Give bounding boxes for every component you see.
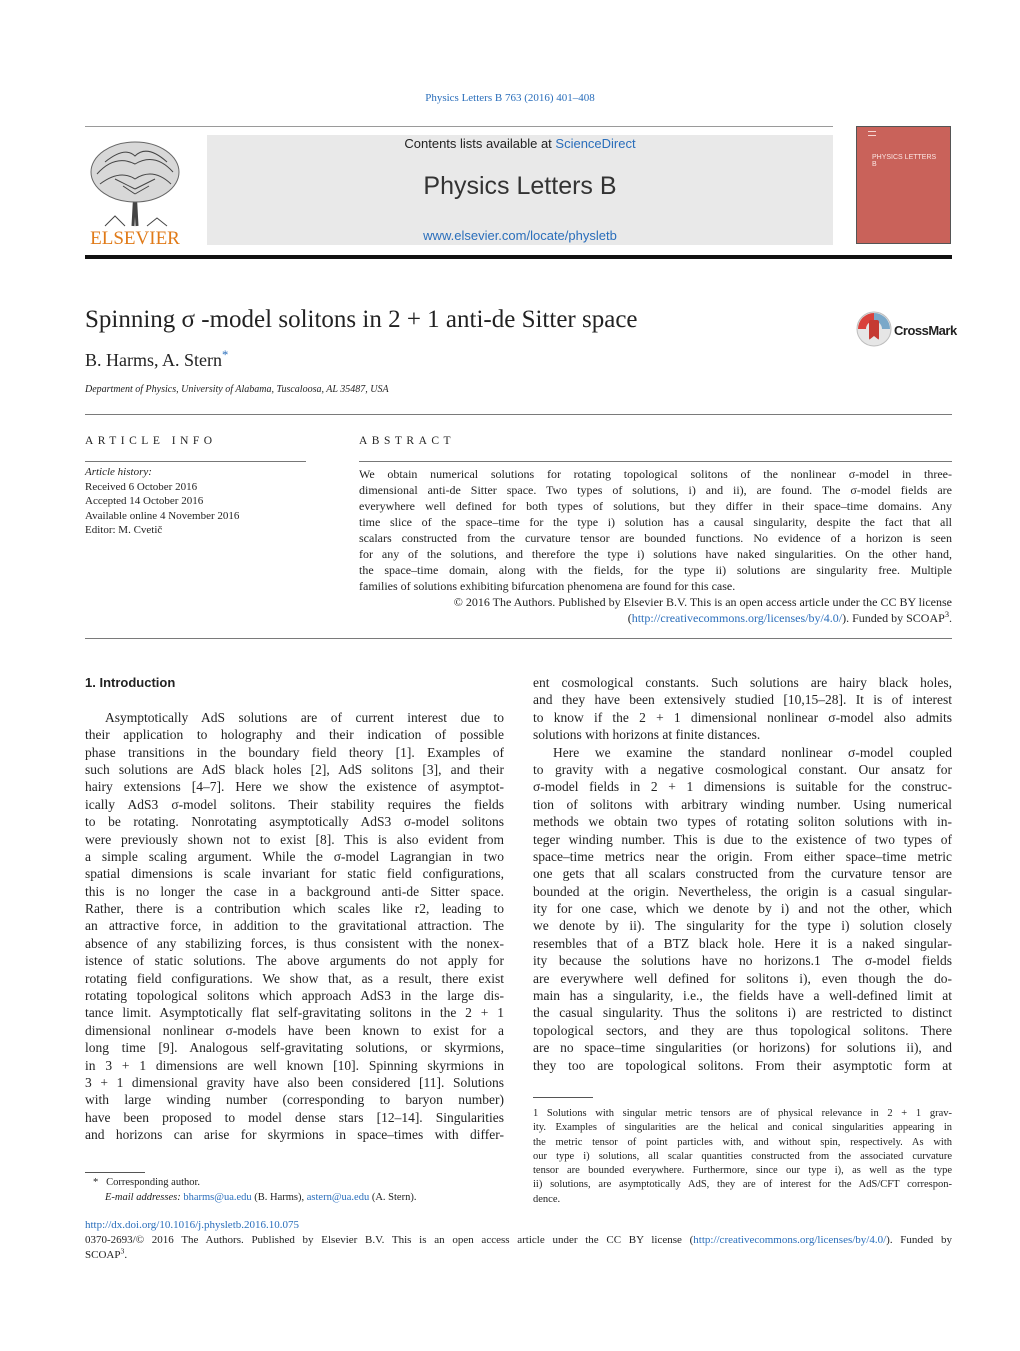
text-line: have been proposed to model dense stars [12–14]. Singularities	[85, 1109, 504, 1125]
editor: Editor: M. Cvetič	[85, 524, 163, 536]
text-line: to be rotating. Nonrotating asymptotically AdS3 σ-model solitons	[85, 814, 504, 830]
text-line: main has a singularity, i.e., the fields have a well-defined limit at	[533, 988, 952, 1004]
affiliation: Department of Physics, University of Alabama, Tuscaloosa, AL 35487, USA	[85, 384, 389, 395]
header-rule	[85, 126, 833, 127]
accepted-date: Accepted 14 October 2016	[85, 495, 204, 507]
text-line: a simple scaling argument. While the σ-model Lagrangian in two	[85, 848, 504, 864]
sciencedirect-link[interactable]: ScienceDirect	[555, 136, 636, 151]
text-line: tion of solitons with arbitrary winding number. Using numerical	[533, 796, 952, 812]
text-line: their application to holography and their indication of possible	[85, 727, 504, 743]
divider	[85, 638, 952, 639]
footnote-rule	[85, 1172, 145, 1173]
email-link-stern[interactable]: astern@ua.edu	[306, 1191, 370, 1203]
text-line: this is no longer the case in a background anti-de Sitter space.	[85, 883, 504, 899]
text-line: hairy extensions [4–7]. Here we show the existence of asymptot-	[85, 779, 504, 795]
footnote-1	[533, 1107, 952, 1207]
footnote-line: dence.	[533, 1193, 561, 1205]
elsevier-wordmark: ELSEVIER	[90, 228, 180, 249]
cover-title: PHYSICS LETTERS B	[872, 154, 937, 168]
license-line: © 2016 The Authors. Published by Elsevier B.V. This is an open access article under the CC BY license	[453, 595, 952, 609]
text-line: long time [9]. Analogous self-gravitating solutions, or skyrmions,	[85, 1040, 504, 1056]
text-line: teger winding number. This is due to the existence of two types of	[533, 831, 952, 847]
text-line: istence of static solutions. The above arguments do not apply for	[85, 953, 504, 969]
text-line: Here we examine the standard nonlinear σ-model coupled	[553, 744, 952, 760]
abstract-line: time slice of the space–time for the type i) solution has a causal singularity, despite the fact that all	[359, 515, 952, 529]
text-line: tance limit. Asymptotically flat self-gravitating solitons in the 2 + 1	[85, 1005, 504, 1021]
copyright-line: SCOAP$^3$.	[85, 1245, 128, 1261]
text-line: rotating field configurations. We show that, as a result, there exist	[85, 970, 504, 986]
abstract-line: dimensional anti-de Sitter space. Two types of solutions, i) and ii), are found. The σ-model fields are	[359, 483, 952, 497]
text-line: resembles that of a BTZ black hole. Here it is a naked singular-	[533, 935, 952, 951]
text-line: to know if the 2 + 1 dimensional nonlinear σ-model also admits	[533, 709, 952, 725]
text-line: ity for one case, which we denote by i) and not the other, which	[533, 901, 952, 917]
text-line: Asymptotically AdS solutions are of current interest due to	[105, 709, 504, 725]
text-line: Rather, there is a contribution which scales like r2, leading to	[85, 901, 504, 917]
copyright-notice	[85, 1233, 952, 1262]
text-line: an attractive force, in addition to the gravitational attraction. The	[85, 918, 504, 934]
divider	[85, 414, 952, 415]
abstract-line: scalars constructed from the curvature tensor are bounded functions. No evidence of a horizon is seen	[359, 531, 952, 545]
text-line: dimensional nonlinear σ-models have been known to exist for a	[85, 1022, 504, 1038]
cover-decor	[868, 135, 876, 136]
text-line: space–time metrics near the origin. From either space–time metric	[533, 848, 952, 864]
journal-citation[interactable]: Physics Letters B 763 (2016) 401–408	[425, 92, 595, 104]
text-line: and they have been extensively studied [10,15–28]. It is of interest	[533, 692, 952, 708]
text-line: methods we obtain two types of rotating soliton solutions with in-	[533, 814, 952, 830]
crossmark-icon[interactable]	[856, 311, 892, 347]
abstract-line: We obtain numerical solutions for rotating topological solitons of the nonlinear σ-model in three-	[359, 467, 952, 481]
cc-license-link[interactable]: http://creativecommons.org/licenses/by/4.0/	[693, 1234, 887, 1246]
copyright-line: 0370-2693/© 2016 The Authors. Published by Elsevier B.V. This is an open access article under the CC BY license (http://creativecommons.org/licenses/by/4.0/). Funded by	[85, 1234, 953, 1246]
text-line: and horizons can arise for skyrmions in space–times with differ-	[85, 1127, 504, 1143]
spacer	[85, 691, 504, 708]
email-link-harms[interactable]: bharms@ua.edu	[183, 1191, 252, 1203]
text-line: bounded at the origin. Nevertheless, the origin is a casual singular-	[533, 883, 952, 899]
article-info-heading: ARTICLE INFO	[85, 435, 217, 447]
text-line: were previously shown not to exist [8]. This is also evident from	[85, 831, 504, 847]
text-line: the casual singularity. Thus the solitons i) are restricted to distinct	[533, 1005, 952, 1021]
text-line: topological sectors, and they are thus topological solitons. There	[533, 1022, 952, 1038]
history-label: Article history:	[85, 466, 152, 478]
footnote-line: ii) solutions, are asymptotically AdS, they are of interest for the AdS/CFT correspon-	[533, 1179, 952, 1191]
text-line: absence of any stabilizing forces, is thus consistent with the nonex-	[85, 935, 504, 951]
abstract-line: the space–time domain, along with the fields, for the type ii) solutions are singularity free. Multiple	[359, 563, 952, 577]
abstract-line: families of solutions exhibiting bifurcation phenomena are found for this case.	[359, 579, 736, 593]
text-line: such solutions are AdS black holes [2], AdS solitons [3], and their	[85, 761, 504, 777]
text-line: ically AdS3 σ-model solitons. Their stability requires the fields	[85, 796, 504, 812]
text-line: ity because the solutions have no horizons.1 The σ-model fields	[533, 953, 952, 969]
divider	[359, 461, 952, 462]
contents-line: Contents lists available at ScienceDirect	[404, 136, 636, 151]
text-line: spatial dimensions is scale invariant for static field configurations,	[85, 866, 504, 882]
text-line: to gravity with a negative cosmological constant. Our ansatz for	[533, 761, 952, 777]
footnote-line: ity. Examples of singularities are the helical and conical singularities appearing in	[533, 1122, 952, 1134]
article-history	[85, 465, 239, 538]
text-line: they too are topological solitons. From their asymptotic form at	[533, 1057, 952, 1073]
text-line: we denote by ii). The singularity for the type i) solution closely	[533, 918, 952, 934]
divider	[85, 461, 306, 462]
journal-homepage-link[interactable]: www.elsevier.com/locate/physletb	[423, 228, 617, 243]
journal-name: Physics Letters B	[423, 172, 617, 200]
abstract-heading: ABSTRACT	[359, 435, 456, 447]
text-line: in 3 + 1 dimensions are well known [10]. Spinning skyrmions in	[85, 1057, 504, 1073]
abstract-line: everywhere well defined for both types of solutions, but they differ in their space–time domains. Any	[359, 499, 952, 513]
abstract-line: for any of the solutions, and therefore the type i) solutions have naked singularities. On the other hand,	[359, 547, 952, 561]
text-line: with large winding number (corresponding to baryon number)	[85, 1092, 504, 1108]
text-line: solutions with horizons at finite distances.	[533, 727, 761, 743]
online-date: Available online 4 November 2016	[85, 509, 240, 522]
text-line: σ-model fields in 2 + 1 dimensions is suitable for the construc-	[533, 779, 952, 795]
text-line: are everywhere well defined for solitons i), even though the do-	[533, 970, 952, 986]
article-title: Spinning σ -model solitons in 2 + 1 anti-de Sitter space	[85, 306, 638, 333]
body-right-column	[533, 674, 952, 1074]
footnote-rule	[533, 1097, 593, 1098]
footnote-line: 1 Solutions with singular metric tensors are of physical relevance in 2 + 1 grav-	[533, 1108, 952, 1119]
section-heading: 1. Introduction	[85, 675, 176, 690]
doi-link[interactable]: http://dx.doi.org/10.1016/j.physletb.2016.10.075	[85, 1219, 299, 1231]
crossmark-label[interactable]: CrossMark	[894, 323, 957, 338]
license-line-2: (http://creativecommons.org/licenses/by/4.0/). Funded by SCOAP$^3$.	[627, 610, 952, 625]
received-date: Received 6 October 2016	[85, 480, 198, 493]
header-thick-rule	[85, 255, 952, 259]
text-line: phase transitions in the boundary field theory [1]. Examples of	[85, 744, 504, 760]
text-line: ent cosmological constants. Such solutions are hairy black holes,	[533, 675, 952, 690]
cover-decor	[868, 131, 876, 132]
author-list: B. Harms, A. Stern*	[85, 348, 229, 370]
text-line: rotating topological solitons which approach AdS3 in the large dis-	[85, 988, 504, 1004]
footnote-line: tensor are bounded everywhere. Furthermore, since our type i), as well as the type	[533, 1165, 952, 1177]
footnote-line: our type i) solutions, all scalar quantities constructed from the associated curvature	[533, 1150, 952, 1162]
body-left-column	[85, 674, 504, 1144]
license-link[interactable]: http://creativecommons.org/licenses/by/4.0/	[631, 611, 843, 625]
abstract-body	[359, 466, 952, 626]
corresponding-author-mark[interactable]: *	[222, 348, 229, 362]
text-line: one gets that all scalars constructed from the curvature tensor are	[533, 866, 952, 882]
text-line: are no space–time singularities (or horizons) for solutions ii), and	[533, 1040, 952, 1056]
corresponding-author-note: * Corresponding author. E-mail addresses: bharms@ua.edu (B. Harms), astern@ua.edu (A. Stern).	[93, 1177, 417, 1203]
footnote-line: the metric tensor of point particles with, and without spin, respectively. As with	[533, 1136, 952, 1148]
journal-cover-thumbnail[interactable]	[856, 126, 951, 244]
text-line: 3 + 1 dimensional gravity have also been considered [11]. Solutions	[85, 1074, 504, 1090]
